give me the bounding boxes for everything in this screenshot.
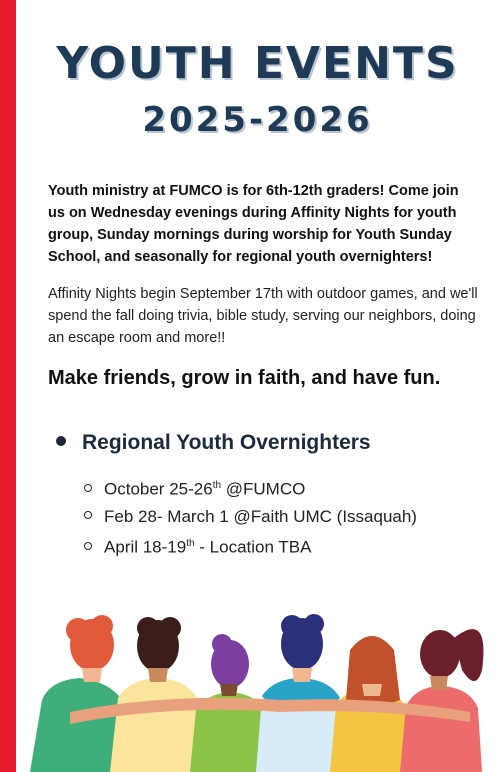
circle-bullet-icon: [84, 484, 92, 492]
affinity-paragraph: Affinity Nights begin September 17th with outdoor games, and we'll spend the fall doing trivia, bible study, serving our neighbors, doing an escape room and more!!: [48, 286, 478, 346]
event-item: April 18-19th - Location TBA: [84, 530, 417, 561]
red-accent-bar: [0, 0, 16, 772]
event-item: Feb 28- March 1 @Faith UMC (Issaquah): [84, 503, 417, 530]
overnighters-heading-text: Regional Youth Overnighters: [82, 431, 371, 454]
bullet-icon: [56, 436, 66, 446]
person-navy-hair: [256, 614, 344, 772]
intro-paragraph: Youth ministry at FUMCO is for 6th-12th graders! Come join us on Wednesday evenings during Affinity Nights for youth group, Sunday mornings during worship for Youth Sunday School, and seasonally for regional youth overnighters!: [48, 183, 459, 265]
overnighters-heading: [56, 428, 371, 458]
event-item: October 25-26th @FUMCO: [84, 472, 417, 503]
page-subtitle-years: 2025-2026: [142, 100, 373, 140]
circle-bullet-icon: [84, 542, 92, 550]
page-title: YOUTH EVENTS: [56, 38, 459, 89]
group-hug-illustration: [30, 600, 490, 772]
circle-bullet-icon: [84, 511, 92, 519]
event-list: [84, 472, 417, 560]
person-dark-hair: [110, 617, 204, 772]
person-ponytail: [400, 629, 483, 772]
tagline: Make friends, grow in faith, and have fun.: [48, 367, 441, 389]
